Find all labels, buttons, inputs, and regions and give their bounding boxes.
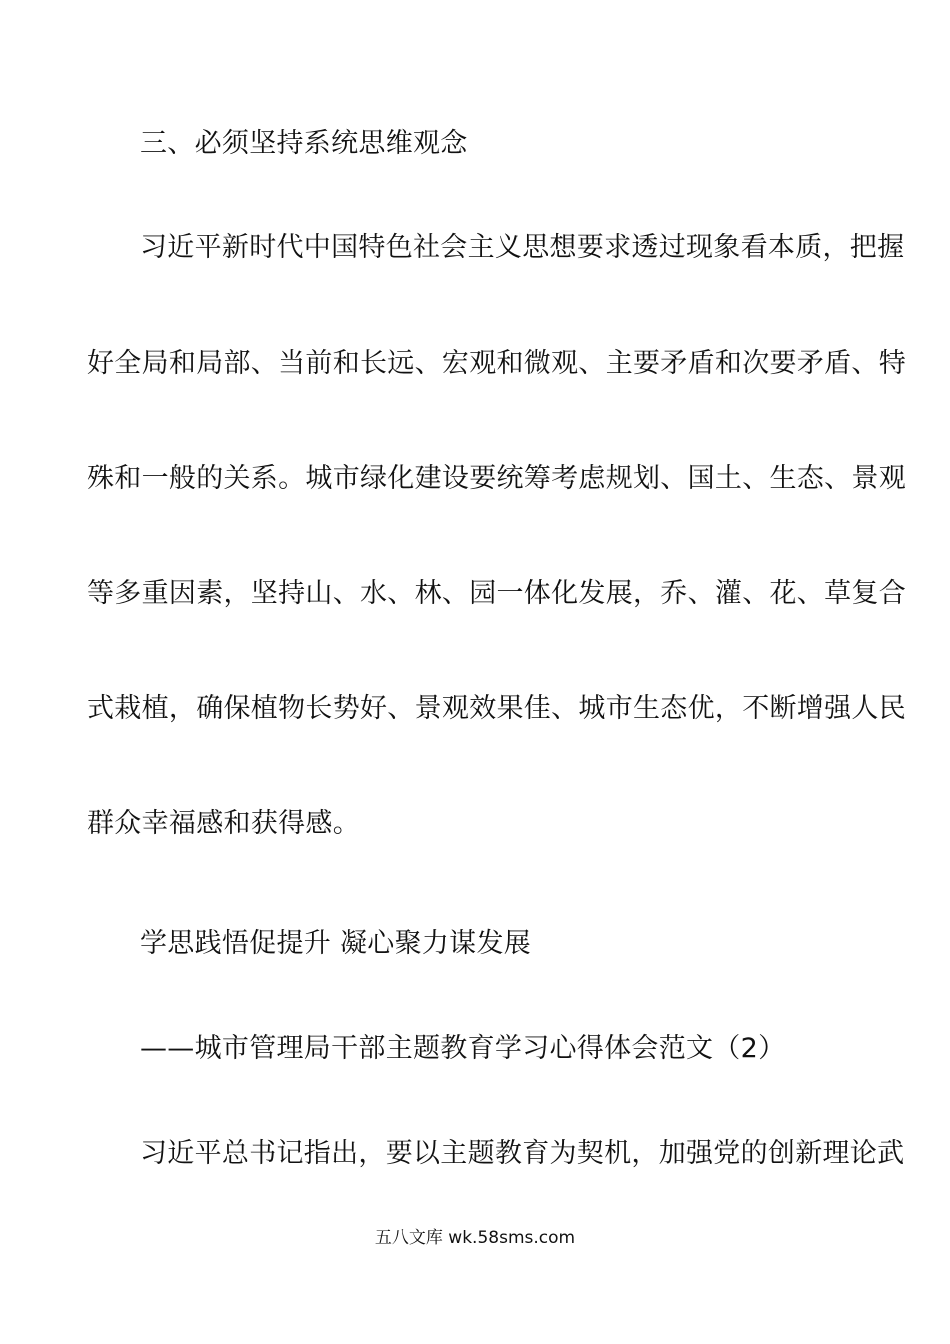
paragraph-line: 等多重因素，坚持山、水、林、园一体化发展，乔、灌、花、草复合 <box>87 578 906 609</box>
paragraph-line: 群众幸福感和获得感。 <box>87 808 360 839</box>
article-title: 学思践悟促提升 凝心聚力谋发展 <box>140 928 532 959</box>
section-heading: 三、必须坚持系统思维观念 <box>140 128 468 159</box>
paragraph-line: 习近平新时代中国特色社会主义思想要求透过现象看本质，把握 <box>140 232 905 263</box>
footer-watermark: 五八文库 wk.58sms.com <box>374 1228 576 1248</box>
paragraph-line: 好全局和局部、当前和长远、宏观和微观、主要矛盾和次要矛盾、特 <box>87 348 906 379</box>
paragraph-line: 习近平总书记指出，要以主题教育为契机，加强党的创新理论武 <box>140 1138 905 1169</box>
article-subtitle: ——城市管理局干部主题教育学习心得体会范文（2） <box>140 1033 786 1064</box>
paragraph-line: 殊和一般的关系。城市绿化建设要统筹考虑规划、国土、生态、景观 <box>87 463 906 494</box>
paragraph-line: 式栽植，确保植物长势好、景观效果佳、城市生态优，不断增强人民 <box>87 693 906 724</box>
